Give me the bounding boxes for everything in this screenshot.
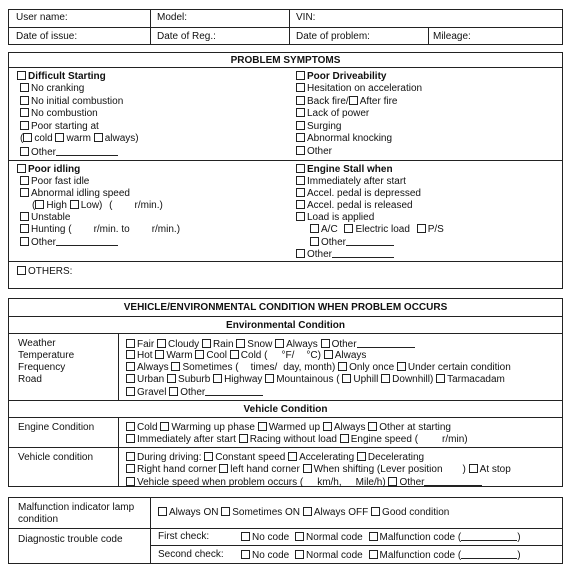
checkbox-stall-other[interactable]: Other [296,248,394,261]
symptoms-others-rule [8,261,563,262]
symptoms-section [8,52,563,289]
checkbox-load-other[interactable]: Other [310,236,394,249]
user-name-field[interactable]: User name: [16,12,68,23]
checkbox-lack-of-power[interactable]: Lack of power [296,108,369,120]
label-engine-condition: Engine Condition [18,422,95,433]
env-bottom-rule [8,400,563,401]
header-col-2 [289,9,290,45]
weather-options[interactable]: Fair Cloudy Rain Snow Always Other [126,338,415,351]
vehicle-title-rule [8,417,563,418]
checkbox-abnormal-knocking[interactable]: Abnormal knocking [296,133,392,145]
checkbox-difficult-starting[interactable]: Difficult Starting [17,71,106,83]
checkbox-accel-released[interactable]: Accel. pedal is released [296,200,413,212]
checkbox-poor-idling[interactable]: Poor idling [17,164,80,176]
checkbox-poor-driveability[interactable]: Poor Driveability [296,71,386,83]
header-col-1 [150,9,151,45]
diagnostic-mid-rule [8,528,563,529]
env-title-rule [8,333,563,334]
label-vehicle-condition: Vehicle condition [18,452,94,463]
vehicle-options-3[interactable]: Vehicle speed when problem occurs ( km/h, Mile/h) Other [126,476,482,489]
symptoms-title-rule [8,67,563,68]
label-mil-condition: Malfunction indicator lamp condition [18,502,135,525]
checkbox-surging[interactable]: Surging [296,121,341,133]
checkbox-immediately-after-start[interactable]: Immediately after start [296,176,406,188]
conditions-title: VEHICLE/ENVIRONMENTAL CONDITION WHEN PROBLEM OCCURS [123,302,448,313]
mileage-field[interactable]: Mileage: [433,31,471,42]
checkbox-engine-stall[interactable]: Engine Stall when [296,164,393,176]
checkbox-back-fire[interactable]: Back fire/ After fire [296,96,397,108]
vehicle-mid-rule [8,447,563,448]
checkbox-load-applied[interactable]: Load is applied [296,212,374,224]
label-diagnostic-trouble-code: Diagnostic trouble code [18,534,123,545]
model-field[interactable]: Model: [157,12,188,23]
engine-options-2[interactable]: Immediately after start Racing without load Engine speed ( r/min) [126,434,468,446]
checkbox-no-combustion[interactable]: No combustion [20,108,98,120]
temperature-options[interactable]: Hot Warm Cool Cold ( °F/ °C) Always [126,350,366,362]
first-check-label: First check: [158,531,210,542]
engine-options-1[interactable]: Cold Warming up phase Warmed up Always Other at starting [126,422,451,434]
diagnostic-col-rule [150,497,151,564]
diagnostic-check-rule [150,545,563,546]
checkbox-difficult-starting-other[interactable]: Other [20,146,118,159]
header-divider [8,27,563,28]
vehicle-condition-title: Vehicle Condition [243,404,328,415]
date-of-issue-field[interactable]: Date of issue: [16,31,78,42]
vehicle-options-1[interactable]: During driving: Constant speed Accelerating Decelerating [126,452,424,464]
conditions-title-rule [8,316,563,317]
symptoms-title: PROBLEM SYMPTOMS [230,55,341,66]
checkbox-no-cranking[interactable]: No cranking [20,83,84,95]
checkbox-unstable[interactable]: Unstable [20,212,70,224]
header-col-3 [428,27,429,45]
road-options-1[interactable]: Urban Suburb Highway Mountainous ( Uphill Downhill) Tarmacadam [126,374,505,386]
second-check-options[interactable]: No code Normal code Malfunction code ( ) [241,549,521,562]
env-col-rule [118,333,119,400]
frequency-options[interactable]: Always Sometimes ( times/ day, month) Only once Under certain condition [126,362,511,374]
checkbox-no-initial-combustion[interactable]: No initial combustion [20,96,123,108]
first-check-options[interactable]: No code Normal code Malfunction code ( ) [241,531,521,544]
poor-starting-options[interactable]: ( cold warm always) [20,133,139,144]
checkbox-driveability-other[interactable]: Other [296,146,332,158]
environmental-condition-title: Environmental Condition [226,320,345,331]
vehicle-options-2[interactable]: Right hand corner left hand corner When shifting (Lever position ) At stop [126,464,511,476]
date-of-problem-field[interactable]: Date of problem: [296,31,370,42]
checkbox-poor-starting[interactable]: Poor starting at [20,121,99,133]
load-options[interactable]: A/C Electric load P/S [310,224,444,236]
checkbox-poor-fast-idle[interactable]: Poor fast idle [20,176,89,188]
second-check-label: Second check: [158,549,224,560]
vehicle-col-rule [118,417,119,487]
date-of-reg-field[interactable]: Date of Reg.: [157,31,216,42]
checkbox-hesitation[interactable]: Hesitation on acceleration [296,83,422,95]
road-options-2[interactable]: Gravel Other [126,386,263,399]
checkbox-accel-depressed[interactable]: Accel. pedal is depressed [296,188,421,200]
idling-speed-options[interactable]: ( High Low) ( r/min.) [32,200,163,211]
symptoms-mid-rule [8,160,563,161]
checkbox-idling-other[interactable]: Other [20,236,118,249]
label-weather: Weather [18,338,56,349]
checkbox-hunting[interactable]: Hunting ( r/min. to r/min.) [20,224,180,236]
vin-field[interactable]: VIN: [296,12,316,23]
mil-options[interactable]: Always ON Sometimes ON Always OFF Good condition [158,507,449,519]
label-frequency: Frequency [18,362,66,373]
label-road: Road [18,374,42,385]
label-temperature: Temperature [18,350,75,361]
checkbox-abnormal-idling-speed[interactable]: Abnormal idling speed [20,188,130,200]
checkbox-others[interactable]: OTHERS: [17,266,72,278]
